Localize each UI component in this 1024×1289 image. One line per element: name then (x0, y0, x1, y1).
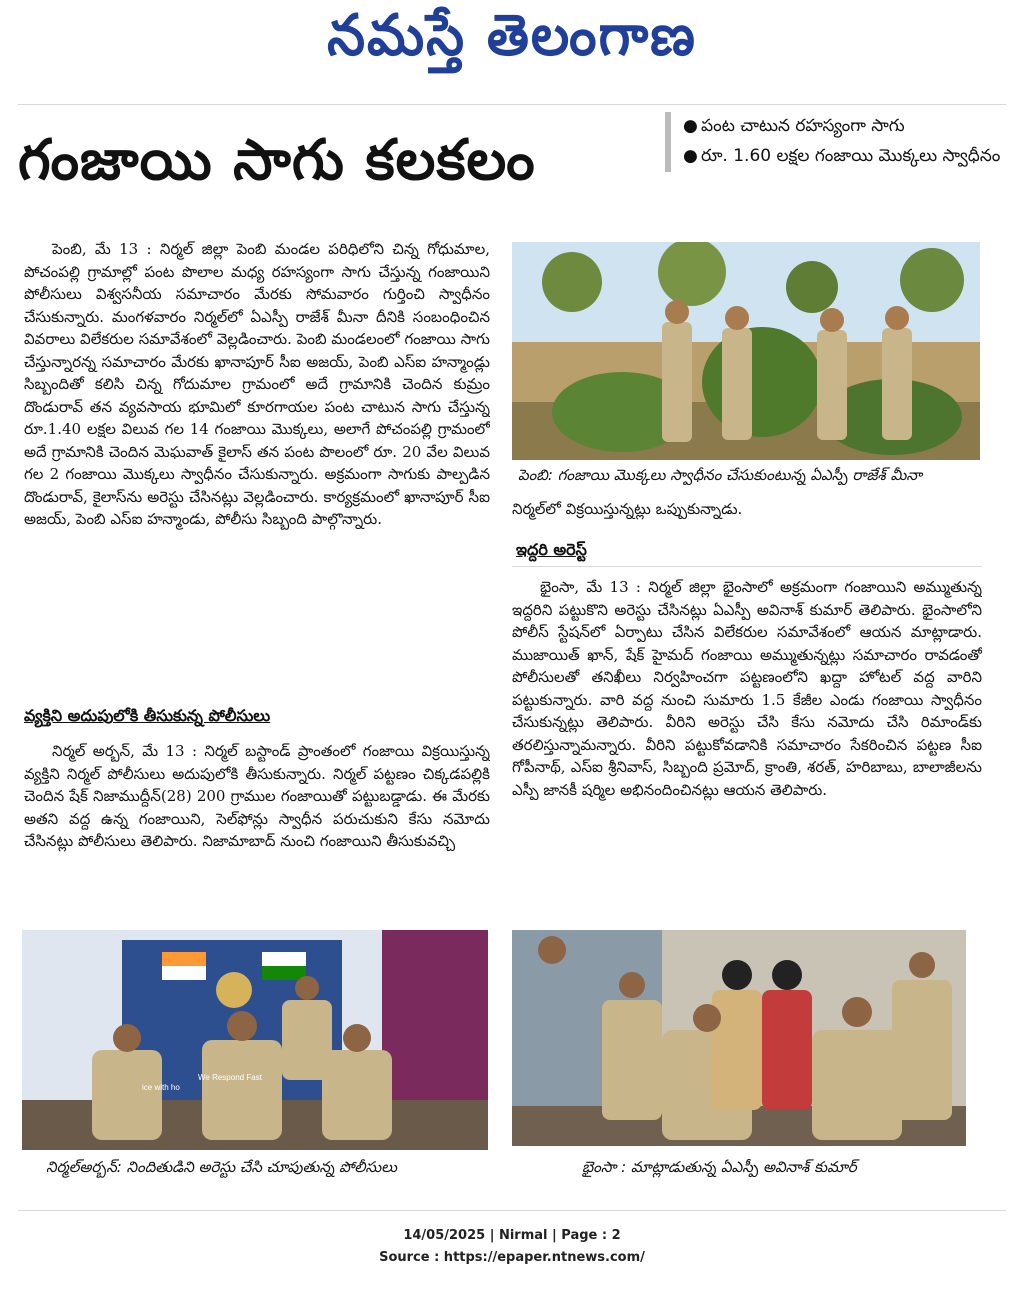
press-meet-image-1 (22, 930, 488, 1150)
footer-date-edition: 14/05/2025 | Nirmal | Page : 2 (403, 1228, 621, 1243)
caption-bhainsa-photo: భైంసా : మాట్లాడుతున్న ఏఎస్పీ అవినాశ్ కుమార్ (582, 1158, 857, 1176)
story-nirmal-urban-text: నిర్మల్ అర్బన్, మే 13 : నిర్మల్ బస్టాండ్ ప్రాంతంలో గంజాయి విక్రయిస్తున్న వ్యక్తిని నిర్మల్ పోలీసులు అదుపులోకి తీసుకున్నారు. నిర్మల్ పట్టణం చిక్కడపల్లికి చెందిన షేక్ నిజాముద్దీన్(28) 200 గ్రాముల గంజాయితో పట్టుబడ్డాడు. ఈ మేరకు అతని వద్ద ఉన్న గంజాయిని, సెల్‌ఫోన్లు స్వాధీన పరుచుకుని కేసు నమోదు చేసినట్లు పోలీసులు తెలిపారు. నిజామాబాద్ నుంచి గంజాయిని తీసుకువచ్చి (24, 742, 490, 850)
photo2-banner-text-2: ice with ho (142, 1083, 180, 1092)
bullet-icon: ● (683, 145, 698, 166)
highlight-1: ● పంట చాటున రహస్యంగా సాగు (683, 112, 1013, 142)
footer-divider (18, 1210, 1006, 1211)
press-meet-image-2 (512, 930, 966, 1146)
subheading-two-arrested: ఇద్దరి అరెస్ట్ (516, 540, 587, 559)
subheading-divider (512, 566, 982, 567)
story-nirmal-urban-continued (512, 498, 982, 522)
story-bhainsa (512, 576, 982, 914)
masthead-divider (18, 104, 1006, 105)
photo-bhainsa (512, 930, 966, 1146)
masthead-logo: నమస్తే తెలంగాణ (327, 2, 697, 69)
field-scene-image (512, 242, 980, 460)
story-bhainsa-text: భైంసా, మే 13 : నిర్మల్ జిల్లా భైంసాలో అక్రమంగా గంజాయిని అమ్ముతున్న ఇద్దరిని పట్టుకొని అరెస్టు చేసినట్లు ఏఎస్పీ అవినాశ్ కుమార్ తెలిపారు. భైంసాలోని పోలీస్ స్టేషన్‌లో ఏర్పాటు చేసిన విలేకరుల సమావేశంలో ఆయన మాట్లాడారు. ముజాయిత్ ఖాన్, షేక్ హైమద్ గంజాయి అమ్ముతున్నట్లు సమాచారం రావడంతో పోలీసులతో తనిఖీలు నిర్వహించగా పట్టణంలోని ఖద్దా హోటల్ వద్ద వారిని పట్టుకున్నారు. వారి వద్ద నుంచి సుమారు 1.5 కేజీల ఎండు గంజాయి స్వాధీనం చేసుకున్నట్లు తెలిపారు. వీరిని అరెస్టు చేసి కేసు నమోదు చేసి రిమాండ్‌కు తరలిస్తున్నామన్నారు. వీరిని పట్టుకోవడానికి సమాచారం సేకరించిన పట్టణ సీఐ గోపీనాథ్, ఎస్ఐ శ్రీనివాస్, సిబ్బంది ప్రమోద్, క్రాంతి, శరత్, హరిబాబు, బాలాజీలను ఎస్పీ జానకీ షర్మిల అభినందించినట్లు ఆయన తెలిపారు. (512, 578, 982, 799)
story-nirmal-urban-continued-text: నిర్మల్‌లో విక్రయిస్తున్నట్లు ఒప్పుకున్నాడు. (512, 500, 743, 518)
bullet-icon: ● (683, 116, 698, 136)
story-pembi-text: పెంబి, మే 13 : నిర్మల్ జిల్లా పెంబి మండల పరిధిలోని చిన్న గోధుమాల, పోచంపల్లి గ్రామాల్లో పంట పొలాల మధ్య రహస్యంగా సాగు చేస్తున్న గంజాయిని పోలీసులు విశ్వసనీయ సమాచారం మేరకు సోమవారం గుర్తించి స్వాధీనం చేసుకున్నారు. మంగళవారం నిర్మల్‌లో ఏఎస్పీ రాజేశ్ మీనా దీనికి సంబంధించిన వివరాలు విలేకరుల సమావేశంలో వెల్లడించారు. పెంబి మండలంలో గంజాయి సాగు చేస్తున్నారన్న సమాచారం మేరకు ఖానాపూర్ సీఐ అజయ్, పెంబి ఎస్ఐ హన్మాండ్లు సిబ్బందితో కలిసి చిన్న గోదుమాల గ్రామంలో అదే గ్రామానికి చెందిన కుమ్రం దొండురావ్ తన వ్యవసాయ భూమిలో కూరగాయల పంట చాటున సాగు చేస్తున్న రూ.1.40 లక్షల విలువ గల 14 గంజాయి మొక్కలు, అలాగే పోచంపల్లి గ్రామంలో అదే గ్రామానికి చెందిన మెఘవాత్ కైలాస్ తన పంట పొలంలో రూ. 20 వేల విలువ గల 2 గంజాయి మొక్కలు స్వాధీనం చేసుకున్నారు. అక్రమంగా సాగుకు పాల్పడిన దొండురావ్, కైలాస్‌ను అరెస్టు చేసినట్లు వెల్లడించారు. కార్యక్రమంలో ఖానాపూర్ సీఐ అజయ్, పెంబి ఎస్ఐ హన్మాండు, పోలీసు సిబ్బంది పాల్గొన్నారు. (24, 240, 490, 528)
headline: గంజాయి సాగు కలకలం (18, 128, 536, 193)
highlight-2: ● రూ. 1.60 లక్షల గంజాయి మొక్కలు స్వాధీనం (683, 142, 1013, 172)
story-pembi (24, 238, 490, 690)
story-nirmal-urban (24, 740, 490, 916)
highlights-box (665, 112, 1013, 172)
photo-pembi-field (512, 242, 980, 460)
subheading-arrest-person: వ్యక్తిని అదుపులోకి తీసుకున్న పోలీసులు (24, 706, 271, 725)
photo2-banner-text: We Respond Fast (198, 1073, 262, 1082)
photo-nirmal-urban (22, 930, 488, 1150)
caption-nirmal-urban-photo: నిర్మల్‌అర్బన్: నిందితుడిని అరెస్టు చేసి చూపుతున్న పోలీసులు (46, 1158, 397, 1176)
caption-pembi-photo: పెంబి: గంజాయి మొక్కలు స్వాధీనం చేసుకుంటున్న ఏఎస్పీ రాజేశ్ మీనా (518, 466, 922, 484)
footer-source-link[interactable]: Source : https://epaper.ntnews.com/ (379, 1250, 645, 1265)
